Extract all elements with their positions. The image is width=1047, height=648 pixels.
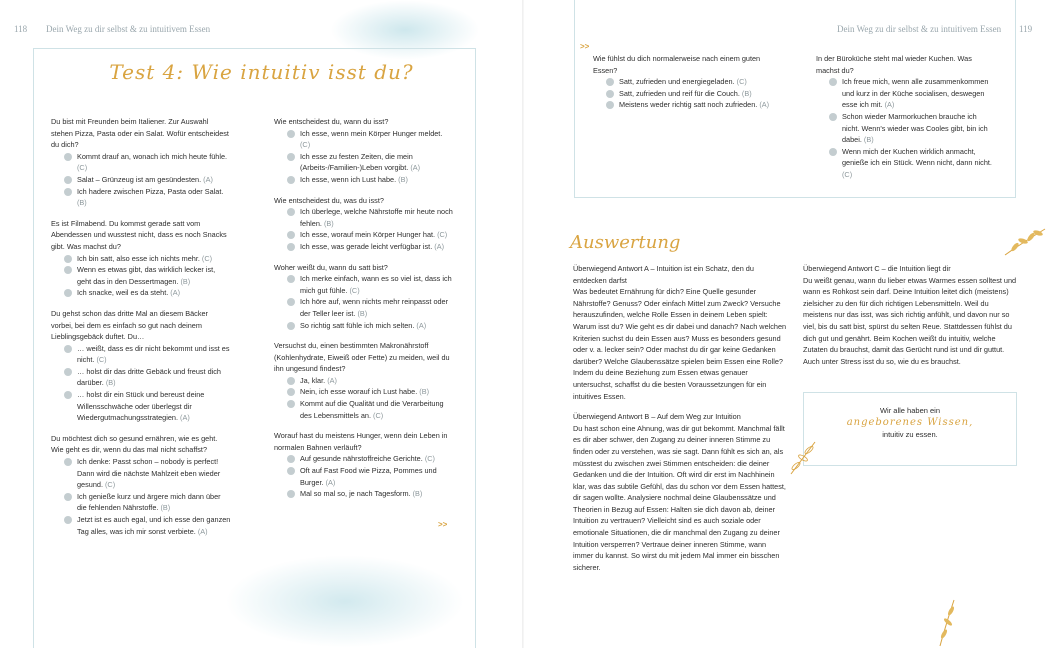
answer-code: (A) (170, 288, 181, 298)
answer-text: Jetzt ist es auch egal, und ich esse den ganzen Tag alles, was ich mir sonst verbiete. (77, 515, 231, 536)
radio-dot-icon[interactable] (829, 78, 837, 86)
answer-text: Ich bin satt, also esse ich nichts mehr. (77, 253, 200, 263)
answer-code: (B) (160, 503, 171, 513)
leaf-sprig-icon (930, 598, 960, 648)
answer-text: Meistens weder richtig satt noch zufrieden. (619, 100, 758, 110)
answer-option[interactable] (816, 111, 996, 146)
answer-code: (C) (300, 140, 311, 150)
answer-text: Ich snacke, weil es da steht. (77, 288, 169, 298)
test-continued-right (816, 53, 996, 190)
answer-code: (C) (77, 163, 88, 173)
answer-text: Nein, ich esse worauf ich Lust habe. (300, 387, 418, 397)
question-text: Es ist Filmabend. Du kommst gerade satt vom Abendessen und wusstest nicht, dass es noch Snacks gibt. Was machst du? (51, 218, 227, 251)
answer-code: (B) (357, 308, 368, 318)
answer-code: (B) (398, 174, 408, 184)
answer-option[interactable] (593, 76, 773, 88)
answer-code: (A) (410, 163, 421, 173)
answer-code: (A) (203, 174, 213, 184)
answer-text: Kommt drauf an, wonach ich mich heute fühle. (77, 151, 228, 161)
test-title: Test 4: Wie intuitiv isst du? (109, 60, 414, 84)
question-block (816, 53, 996, 181)
question-text: Wie entscheidest du, was du isst? (274, 195, 384, 205)
answer-text: Kommt auf die Qualität und die Verarbeitung des Lebensmittels an. (300, 399, 444, 420)
result-c-text: Du weißt genau, wann du lieber etwas Warmes essen solltest und wann es Rohkost sein darf. Deine Intuition leitet dich (meistens) zielsicher zu den für dich richtigen Lebensmitteln. Weil du meistens nur das isst, was sich richtig anfühlt, und davon nur so viel, bis du satt bist, spürst du selten Reue. Stattdessen fühlst du dich gut und genährt. Beim Kochen weißt du intuitiv, welche Zutaten du brauchst, damit das Gerücht rund ist und dir guttut. Auch unter Stress isst du so, wie du es brauchst. (803, 275, 1017, 366)
radio-dot-icon[interactable] (606, 90, 614, 98)
answer-code: (B) (77, 198, 87, 208)
radio-dot-icon[interactable] (829, 113, 837, 121)
answer-text: Schon wieder Marmorkuchen brauche ich nicht. Wenn's wieder was Cooles gibt, bin ich dabei. (842, 111, 988, 145)
quote-line-2: intuitiv zu essen. (882, 430, 938, 439)
answer-text: Ich genieße kurz und ärgere mich dann über die fehlenden Nährstoffe. (77, 491, 221, 513)
answer-code: (B) (105, 378, 116, 388)
answer-text: Ich freue mich, wenn alle zusammenkommen und kurz in der Küche socialisen, deswegen esse ich mit. (842, 77, 989, 110)
answer-code: (B) (741, 88, 752, 98)
answer-code: (C) (105, 480, 116, 490)
running-title-left: Dein Weg zu dir selbst & zu intuitivem Essen (46, 24, 211, 34)
quote-script: angeborenes Wissen, (846, 417, 974, 428)
answer-code: (C) (424, 454, 435, 464)
result-b-text: Du hast schon eine Ahnung, was dir gut bekommt. Manchmal fällt es dir aber schwer, den Zugang zu deiner inneren Stimme zu finden oder zu verstehen, was sie sagt. Dann fühlt es sich an, als müsstest du zwischen zwei Stimmen entscheiden: die deiner Gedanken und die der Intuition. Oft wird dir erst im Nachhinein klar, was das subtile Gefühl, das du schon vor dem Essen hattest, dir sagen wollte. Analysiere nochmal deine Glaubenssätze und Theorien in Bezug auf Essen: Halten sie dich davon ab, deiner Intuition zu vertrauen? Vielleicht sind es auch soziale oder emotionale Situationen, die dir manchmal den Zugang zu deiner Intuition versperren? Vertraue deiner inneren Stimme, wann immer du kannst. So wirst du mit jedem Mal immer ein bisschen sicherer. (573, 423, 786, 572)
question-text: Wie fühlst du dich normalerweise nach einem guten Essen? (593, 54, 761, 75)
answer-option[interactable] (816, 76, 996, 111)
answer-text: Ich denke: Passt schon – nobody is perfect! Dann wird die nächste Mahlzeit eben wieder gesund. (77, 457, 221, 490)
answer-text: Oft auf Fast Food wie Pizza, Pommes und Burger. (300, 466, 437, 487)
answer-text: Ich hadere zwischen Pizza, Pasta oder Salat. (77, 186, 224, 196)
answer-code: (C) (437, 230, 448, 240)
answer-code: (C) (373, 410, 384, 420)
answer-code: (C) (96, 355, 107, 365)
answer-text: So richtig satt fühle ich mich selten. (300, 320, 415, 330)
result-c-heading: Überwiegend Antwort C – die Intuition liegt dir (803, 264, 951, 273)
answer-code: (B) (180, 276, 191, 286)
answer-text: Ich esse, wenn ich Lust habe. (300, 174, 397, 184)
answer-code: (C) (842, 169, 853, 179)
answer-code: (A) (434, 241, 444, 251)
answer-code: (A) (327, 375, 337, 385)
answer-text: Mal so mal so, je nach Tagesform. (300, 489, 411, 499)
answer-text: Ich esse zu festen Zeiten, die mein (Arbeits-/Familien-)Leben vorgibt. (300, 151, 413, 173)
running-title-right: Dein Weg zu dir selbst & zu intuitivem Essen (837, 24, 1002, 34)
answer-code: (A) (197, 526, 208, 536)
answer-text: Wenn mich der Kuchen wirklich anmacht, genieße ich ein Stück. Wenn nicht, dann nicht. (842, 146, 992, 168)
evaluation-column-left (573, 263, 787, 582)
answer-text: Satt, zufrieden und energiegeladen. (619, 77, 735, 87)
continued-arrow: >> (580, 42, 590, 51)
result-b-heading: Überwiegend Antwort B – Auf dem Weg zur Intuition (573, 412, 741, 422)
answer-code: (A) (759, 100, 770, 110)
question-text: Du bist mit Freunden beim Italiener. Zur Auswahl stehen Pizza, Pasta oder ein Salat. Wofür entscheidest du dich? (51, 117, 229, 150)
answer-code: (B) (323, 218, 334, 228)
answer-code: (B) (863, 135, 874, 145)
answer-text: Salat – Grünzeug ist am gesündesten. (77, 174, 202, 184)
question-text: Woher weißt du, wann du satt bist? (274, 262, 388, 272)
test-continued-left (593, 53, 773, 120)
answer-text: Ich esse, wenn mein Körper Hunger meldet. (300, 128, 443, 138)
answer-option[interactable] (593, 88, 773, 100)
answer-code: (A) (416, 320, 427, 330)
answer-code: (B) (412, 489, 423, 499)
answer-option[interactable] (816, 146, 996, 181)
result-a-heading: Überwiegend Antwort A – Intuition ist ein Schatz, den du entdecken darfst (573, 264, 754, 285)
answer-code: (C) (201, 253, 213, 263)
answer-option[interactable] (593, 99, 773, 111)
question-text: Du möchtest dich so gesund ernähren, wie es geht. Wie geht es dir, wenn du das mal nicht schaffst? (51, 433, 218, 455)
evaluation-title: Auswertung (570, 232, 681, 253)
radio-dot-icon[interactable] (606, 78, 614, 86)
answer-code: (C) (349, 285, 360, 295)
radio-dot-icon[interactable] (606, 101, 614, 109)
answer-text: Ich merke einfach, wann es so viel ist, dass ich mich gut fühle. (300, 274, 452, 295)
question-text: Wie entscheidest du, wann du isst? (274, 117, 389, 126)
question-text: Versuchst du, einen bestimmten Makronährstoff (Kohlenhydrate, Eiweiß oder Fette) zu meiden, weil du ihn ungesund findest? (274, 341, 450, 374)
answer-code: (A) (180, 413, 190, 423)
answer-text: Ich esse, was gerade leicht verfügbar ist. (300, 241, 433, 251)
page-number-right: 119 (1019, 24, 1033, 34)
answer-text: Satt, zufrieden und reif für die Couch. (619, 88, 740, 98)
page-number-left: 118 (14, 24, 28, 34)
answer-text: Wenn es etwas gibt, das wirklich lecker ist, geht das in den Dessertmagen. (77, 265, 216, 286)
answer-code: (A) (884, 100, 895, 110)
question-text: In der Büroküche steht mal wieder Kuchen. Was machst du? (816, 54, 972, 75)
evaluation-column-right (803, 263, 1019, 376)
answer-text: … weißt, dass es dir nicht bekommt und isst es nicht. (77, 343, 230, 365)
answer-text: … holst dir ein Stück und bereust deine Willensschwäche oder überlegst dir Wiedergutmachungsstrategien. (77, 390, 205, 423)
answer-text: Auf gesunde nährstoffreiche Gerichte. (300, 454, 423, 464)
continue-arrow: >> (438, 520, 448, 529)
quote-box (803, 392, 1017, 466)
answer-text: … holst dir das dritte Gebäck und freust dich darüber. (77, 366, 221, 388)
question-text: Worauf hast du meistens Hunger, wenn dein Leben in normalen Bahnen verläuft? (274, 431, 448, 452)
answer-code: (A) (325, 477, 336, 487)
question-text: Du gehst schon das dritte Mal an diesem Bäcker vorbei, bei dem es einfach so gut nach deinem Lieblingsgebäck duftet. Du… (51, 308, 208, 342)
answer-code: (C) (736, 77, 747, 87)
answer-text: Ich esse, worauf mein Körper Hunger hat. (300, 230, 436, 240)
answer-text: Ja, klar. (300, 375, 326, 385)
quote-line-1: Wir alle haben ein (879, 406, 941, 415)
answer-text: Ich überlege, welche Nährstoffe mir heute noch fehlen. (300, 207, 453, 228)
result-a-text: Was bedeutet Ernährung für dich? Eine Quelle gesunder Nährstoffe? Genuss? Oder einfach Mittel zum Zweck? Versuche herauszufinden, welche Rolle Essen in deinem Leben spielt: Warum isst du? Wie geht es dir dabei und danach? Nach welchen Kriterien suchst du dein Essen aus? Muss es besonders gesund oder v. a. lecker sein? Oder machst du dir gar keine Gedanken darüber? Welche Glaubenssätze spielen beim Essen eine Rolle? Indem du deine Beziehung zum Essen etwas genauer untersuchst, schaffst du die besten Voraussetzungen für ein intuitives Essen. (573, 287, 787, 401)
answer-text: Ich höre auf, wenn nichts mehr reinpasst oder der Teller leer ist. (300, 297, 449, 318)
leaf-branch-icon (1003, 225, 1047, 259)
question-block (593, 53, 773, 111)
radio-dot-icon[interactable] (829, 148, 837, 156)
leaf-wreath-icon (785, 438, 819, 478)
answer-code: (B) (419, 387, 429, 397)
